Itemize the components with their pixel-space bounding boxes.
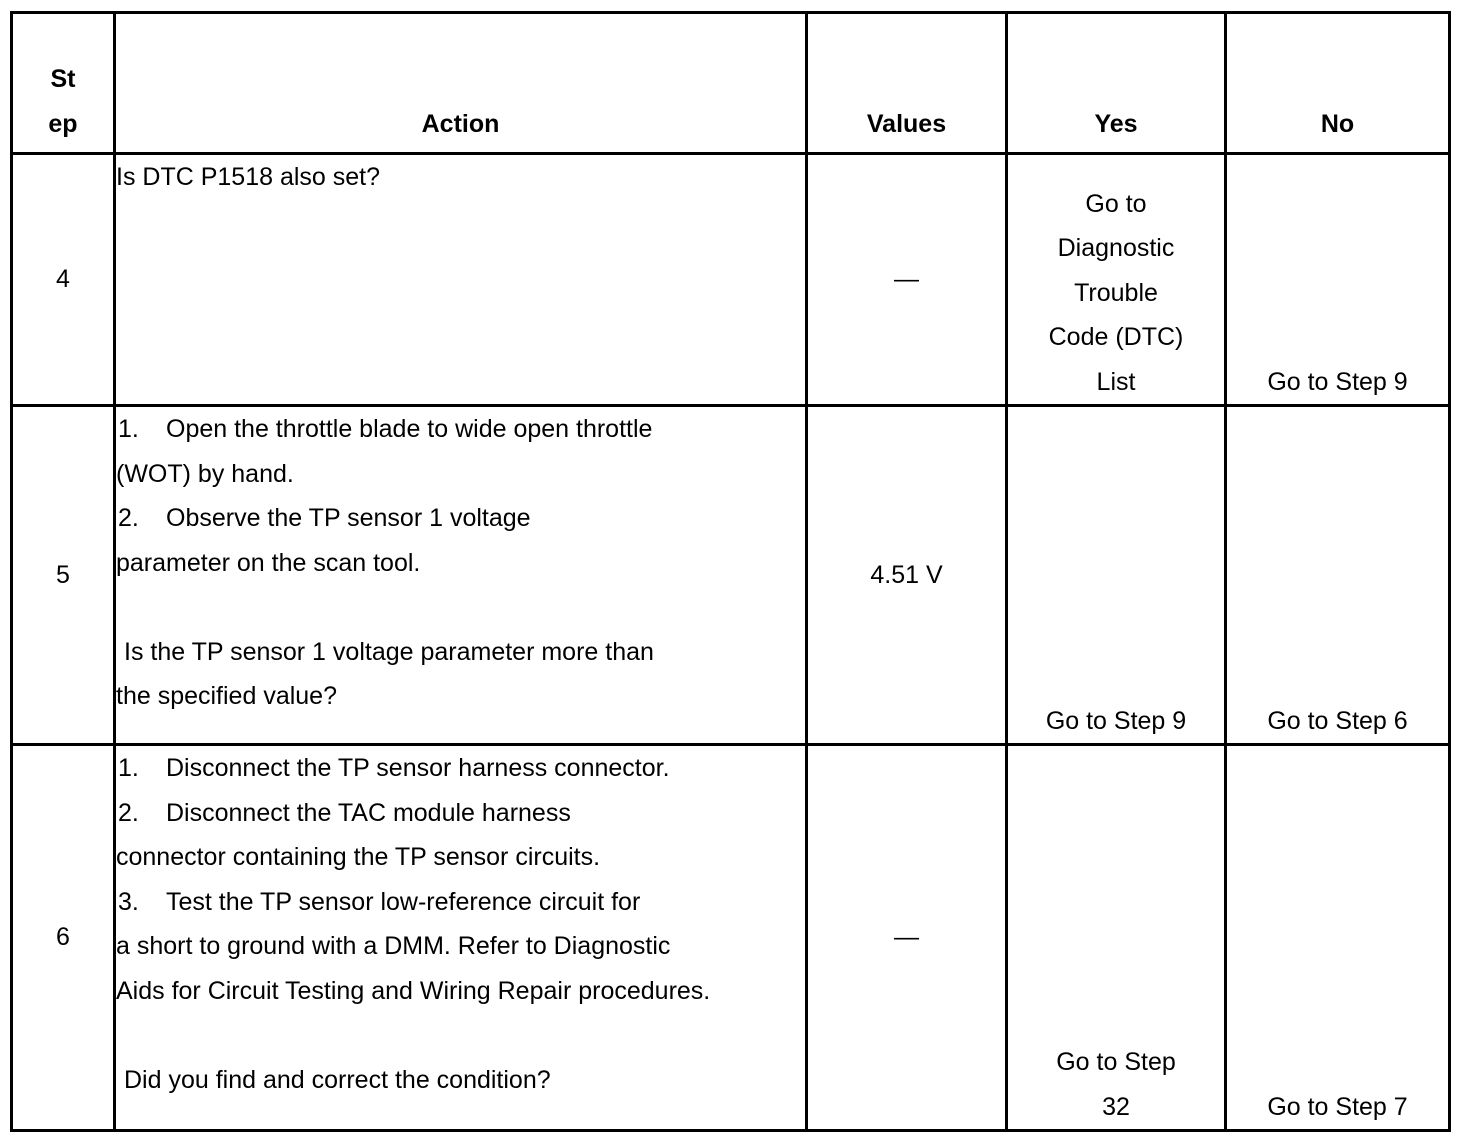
table-row-step-6 — [12, 745, 1450, 1131]
yes-line: Go to — [1085, 189, 1147, 218]
action-cell — [115, 745, 807, 1131]
action-item-3 — [116, 880, 805, 925]
spacer — [116, 1013, 805, 1058]
yes-line: Go to Step — [1056, 1048, 1176, 1076]
item-text: Open the throttle blade to wide open throttle — [166, 415, 653, 443]
value-cell: — — [807, 154, 1007, 406]
spacer — [116, 585, 805, 630]
header-yes: Yes — [1007, 13, 1226, 154]
item-number: 2. — [118, 504, 139, 532]
no-cell: Go to Step 6 — [1226, 406, 1450, 745]
yes-cell — [1007, 154, 1226, 406]
action-question: Did you find and correct the condition? — [124, 1065, 551, 1094]
action-item-3-cont2: Aids for Circuit Testing and Wiring Repair procedures. — [116, 976, 711, 1005]
step-number: 6 — [12, 745, 115, 1131]
header-values: Values — [807, 13, 1007, 154]
action-cell — [115, 406, 807, 745]
header-step-line2: ep — [48, 109, 78, 138]
item-number: 1. — [118, 415, 139, 443]
yes-line: 32 — [1102, 1092, 1130, 1121]
no-cell: Go to Step 7 — [1226, 745, 1450, 1131]
yes-line: Diagnostic — [1057, 234, 1175, 262]
item-text: Disconnect the TP sensor harness connector. — [166, 754, 670, 782]
action-question: Is the TP sensor 1 voltage parameter more than — [124, 637, 654, 666]
action-item-1 — [116, 407, 805, 452]
action-item-3-cont: a short to ground with a DMM. Refer to Diagnostic — [116, 932, 671, 960]
table-row-step-4 — [12, 154, 1450, 406]
action-item-2-cont: parameter on the scan tool. — [116, 548, 421, 577]
yes-cell — [1007, 745, 1226, 1131]
value-cell: 4.51 V — [807, 406, 1007, 745]
step-number: 5 — [12, 406, 115, 745]
item-number: 3. — [118, 887, 139, 916]
yes-line: List — [1096, 367, 1136, 396]
action-item-1 — [116, 746, 805, 791]
step-number: 4 — [12, 154, 115, 406]
item-text: Disconnect the TAC module harness — [166, 798, 571, 827]
item-number: 2. — [118, 798, 139, 827]
action-question-cont: the specified value? — [116, 682, 337, 710]
header-action: Action — [115, 13, 807, 154]
action-item-2 — [116, 496, 805, 541]
action-cell — [115, 154, 807, 406]
table-row-step-5 — [12, 406, 1450, 745]
header-step — [12, 13, 115, 154]
diagnostic-table — [10, 11, 1451, 1132]
action-item-1-cont: (WOT) by hand. — [116, 459, 294, 488]
item-number: 1. — [118, 754, 139, 782]
item-text: Test the TP sensor low-reference circuit for — [166, 887, 641, 916]
item-text: Observe the TP sensor 1 voltage — [166, 504, 531, 532]
action-item-2 — [116, 791, 805, 836]
yes-line: Code (DTC) — [1048, 323, 1184, 351]
action-question: Is DTC P1518 also set? — [116, 163, 381, 191]
yes-line: Trouble — [1074, 278, 1158, 307]
no-cell: Go to Step 9 — [1226, 154, 1450, 406]
action-item-2-cont: connector containing the TP sensor circuits. — [116, 843, 601, 871]
header-no: No — [1226, 13, 1450, 154]
header-row — [12, 13, 1450, 154]
header-step-line1: St — [50, 65, 76, 93]
yes-cell: Go to Step 9 — [1007, 406, 1226, 745]
value-cell: — — [807, 745, 1007, 1131]
